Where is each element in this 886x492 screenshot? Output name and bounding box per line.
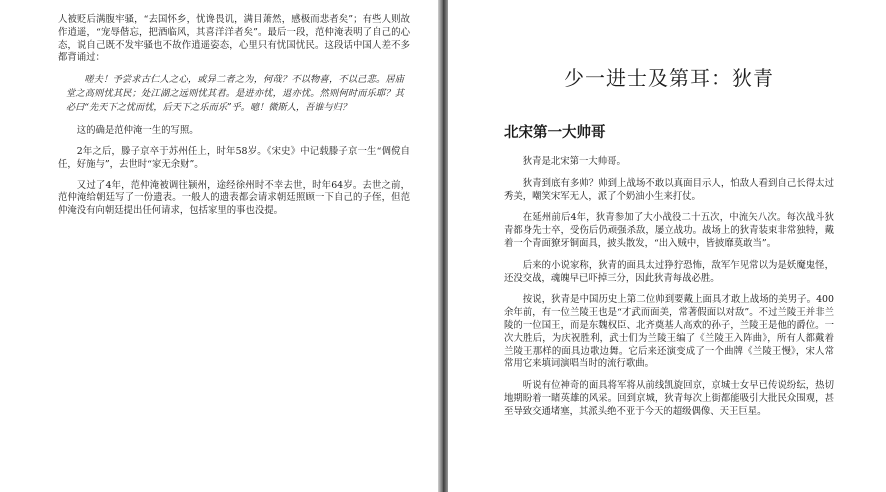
quote-block: 嗟夫！予尝求古仁人之心，或异二者之为，何哉？不以物喜，不以己悲。居庙堂之高则忧其民；处江湖之远则忧其君。是进亦忧，退亦忧。然则何时而乐耶？其必曰“先天下之忧而忧，后天下之乐而乐”乎。噫！微斯人，吾谁与归？ <box>66 74 404 114</box>
paragraph: 2年之后，滕子京卒于苏州任上，时年58岁。《宋史》中记载滕子京一生“倜傥自任，好施与”，去世时“家无余财”。 <box>58 145 410 170</box>
paragraph: 狄青是北宋第一大帅哥。 <box>522 156 626 167</box>
paragraph: 狄青到底有多帅？帅到上战场不敢以真面目示人，怕敌人看到自己长得太过秀美，嘲笑宋军无人，派了个奶油小生来打仗。 <box>504 177 834 202</box>
paragraph: 又过了4年，范仲淹被调往颍州，途经徐州时不幸去世，时年64岁。去世之前，范仲淹给朝廷写了一份遗表。一般人的遗表都会请求朝廷照顾一下自己的子侄，但范仲淹没有向朝廷提出任何请求，包括家里的事也没提。 <box>58 179 410 217</box>
left-page <box>0 0 438 492</box>
paragraph: 听说有位神奇的面具将军将从前线凯旋回京，京城士女早已传说纷纭，热切地期盼着一睹英雄的风采。回到京城，狄青每次上街都能吸引大批民众围观，甚至导致交通堵塞，其派头绝不亚于今天的超级偶像、天王巨星。 <box>504 380 834 417</box>
chapter-title: 少一进士及第耳：狄青 <box>564 66 774 90</box>
paragraph: 这的确是范仲淹一生的写照。 <box>76 125 199 137</box>
paragraph: 后来的小说家称，狄青的面具太过狰狞恐怖，敌军乍见常以为是妖魔鬼怪，还没交战，魂魄早已吓掉三分，因此狄青每战必胜。 <box>504 259 834 284</box>
paragraph: 在延州前后4年，狄青参加了大小战役二十五次，中流矢八次。每次战斗狄青都身先士卒，受伤后仍顽强杀敌，屡立战功。战场上的狄青装束非常独特，戴着一个青面獠牙铜面具，披头散发，“出入贼中，皆披靡莫敢当”。 <box>504 212 834 249</box>
book-gutter <box>438 0 448 492</box>
right-page <box>448 0 886 492</box>
paragraph: 按说，狄青是中国历史上第二位帅到要戴上面具才敢上战场的美男子。400余年前，有一位兰陵王也是“才武而面美，常著假面以对敌”。不过兰陵王并非兰陵的一位国王，而是东魏权臣、北齐奠基人高欢的孙子，兰陵王是他的爵位。一次大胜后，为庆祝胜利，武士们为兰陵王编了《兰陵王入阵曲》，所有人都戴着兰陵王那样的面具边歌边舞。它后来还演变成了一个曲牌《兰陵王慢》，宋人常常用它来填词演唱当时的流行歌曲。 <box>504 294 834 370</box>
paragraph: 人被贬后满腹牢骚，“去国怀乡，忧谗畏讥，满目萧然，感极而悲者矣”；有些人则故作逍遥，“宠辱偕忘，把酒临风，其喜洋洋者矣”。最后一段，范仲淹表明了自己的心态，说自己既不发牢骚也不故作逍遥姿态，心里只有忧国忧民。这段话中国人差不多都背诵过： <box>58 14 410 64</box>
section-title: 北宋第一大帅哥 <box>504 125 606 141</box>
